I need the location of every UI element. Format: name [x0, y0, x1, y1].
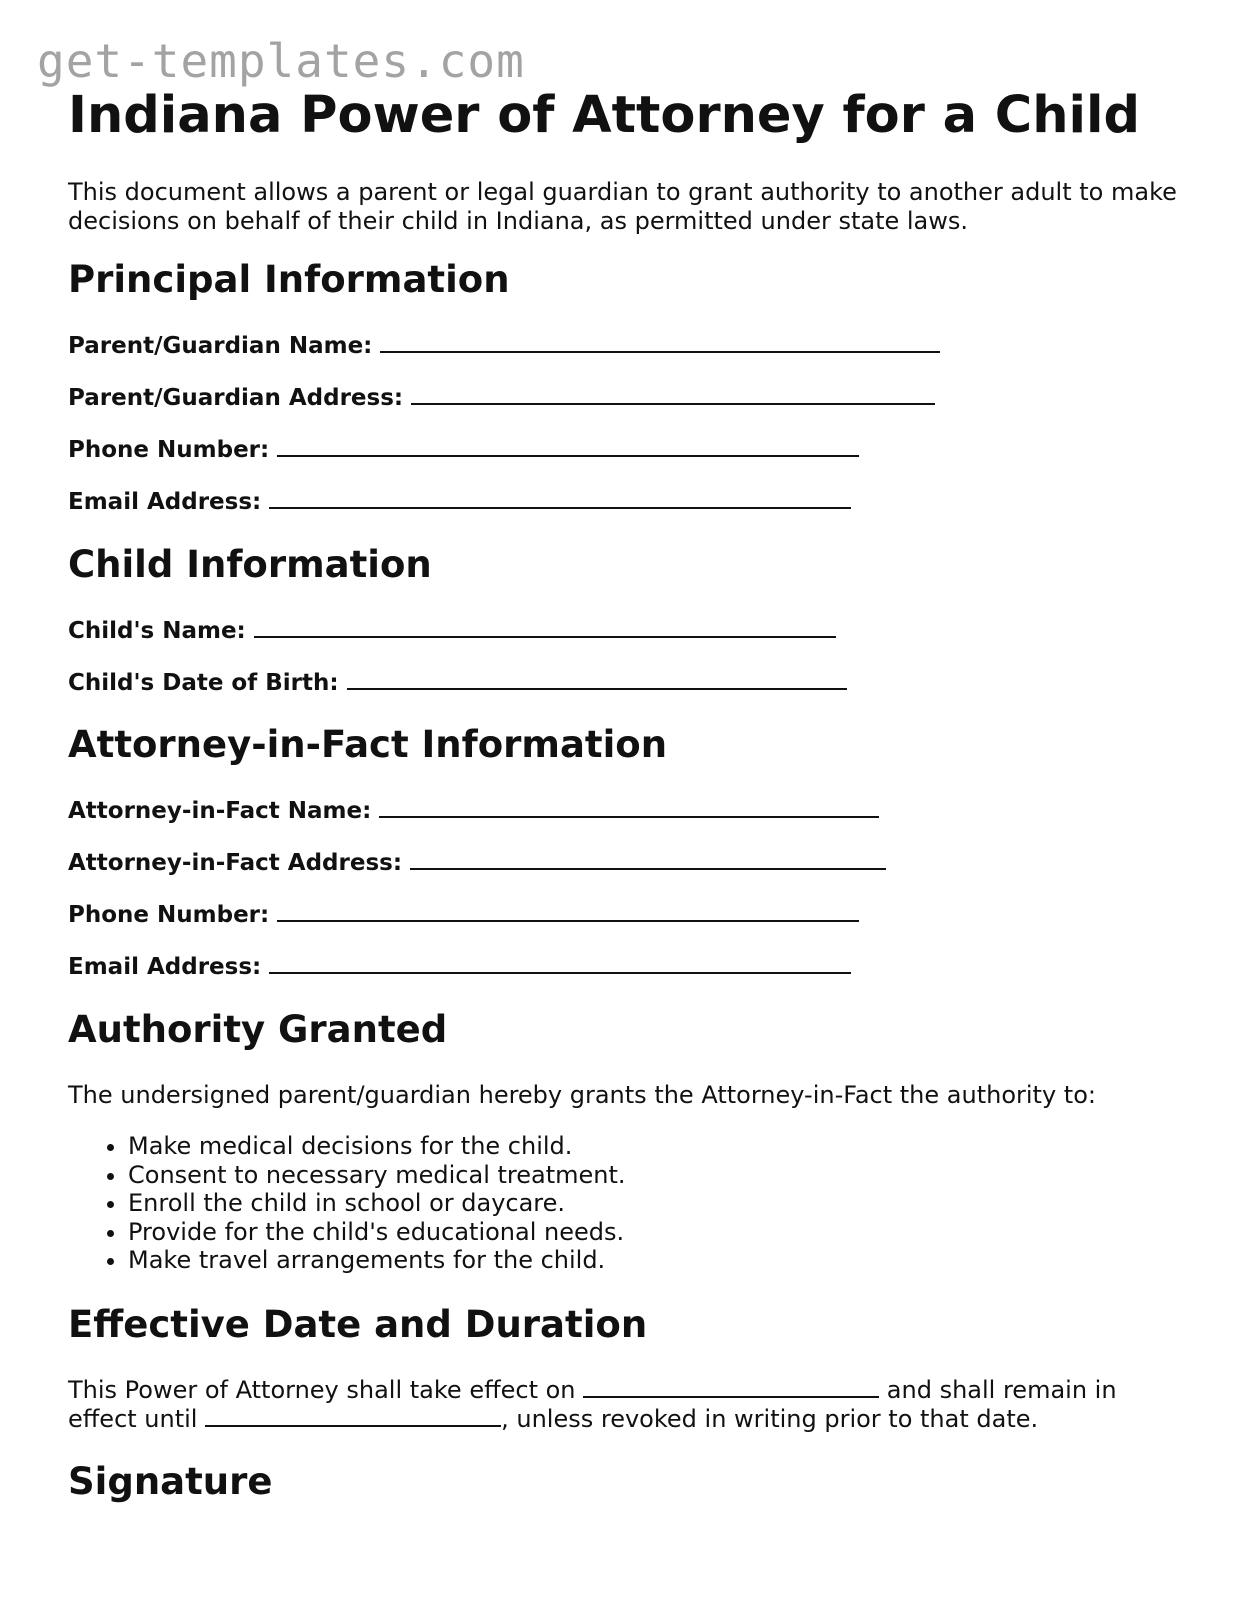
principal-heading: Principal Information	[68, 258, 510, 301]
effective-text-2: and shall remain in	[886, 1376, 1117, 1404]
parent-address-field[interactable]	[68, 383, 935, 413]
effective-text-1: This Power of Attorney shall take effect on	[68, 1376, 576, 1404]
effective-text-4: , unless revoked in writing prior to that date.	[501, 1405, 1039, 1433]
attorney-phone-label: Phone Number:	[68, 902, 270, 928]
attorney-email-line[interactable]	[269, 972, 851, 974]
child-dob-field[interactable]	[68, 668, 847, 698]
attorney-email-label: Email Address:	[68, 954, 262, 980]
parent-phone-line[interactable]	[277, 455, 859, 457]
attorney-phone-line[interactable]	[277, 920, 859, 922]
child-heading: Child Information	[68, 543, 432, 586]
attorney-heading: Attorney-in-Fact Information	[68, 723, 668, 766]
parent-email-line[interactable]	[269, 507, 851, 509]
intro-paragraph: This document allows a parent or legal guardian to grant authority to another adult to make decisions on behalf of their child in Indiana, as permitted under state laws.	[68, 178, 1177, 235]
child-name-field[interactable]	[68, 616, 836, 646]
child-dob-line[interactable]	[347, 688, 847, 690]
document-title: Indiana Power of Attorney for a Child	[68, 86, 1140, 145]
child-name-line[interactable]	[254, 636, 836, 638]
parent-address-line[interactable]	[411, 403, 935, 405]
attorney-name-line[interactable]	[379, 816, 879, 818]
signature-heading: Signature	[68, 1460, 273, 1503]
attorney-name-field[interactable]	[68, 796, 879, 826]
effective-heading: Effective Date and Duration	[68, 1303, 648, 1346]
authority-intro: The undersigned parent/guardian hereby grants the Attorney-in-Fact the authority to:	[68, 1081, 1096, 1109]
authority-list	[68, 1132, 626, 1275]
attorney-phone-field[interactable]	[68, 900, 859, 930]
authority-item: • Enroll the child in school or daycare.	[128, 1189, 626, 1218]
child-dob-label: Child's Date of Birth:	[68, 670, 339, 696]
parent-email-field[interactable]	[68, 487, 851, 517]
authority-item: • Provide for the child's educational needs.	[128, 1218, 626, 1247]
parent-name-field[interactable]	[68, 331, 940, 361]
attorney-name-label: Attorney-in-Fact Name:	[68, 798, 372, 824]
attorney-address-line[interactable]	[410, 868, 886, 870]
start-date-blank[interactable]	[583, 1396, 879, 1398]
watermark: get-templates.com	[37, 34, 525, 88]
effective-text-3: effect until	[68, 1405, 198, 1433]
parent-name-line[interactable]	[380, 351, 940, 353]
authority-item: • Consent to necessary medical treatment.	[128, 1161, 626, 1190]
parent-address-label: Parent/Guardian Address:	[68, 385, 404, 411]
parent-phone-label: Phone Number:	[68, 437, 270, 463]
authority-heading: Authority Granted	[68, 1008, 448, 1051]
attorney-email-field[interactable]	[68, 952, 851, 982]
parent-phone-field[interactable]	[68, 435, 859, 465]
authority-item: • Make medical decisions for the child.	[128, 1132, 626, 1161]
attorney-address-field[interactable]	[68, 848, 886, 878]
child-name-label: Child's Name:	[68, 618, 246, 644]
parent-name-label: Parent/Guardian Name:	[68, 333, 373, 359]
attorney-address-label: Attorney-in-Fact Address:	[68, 850, 403, 876]
parent-email-label: Email Address:	[68, 489, 262, 515]
effective-paragraph	[68, 1376, 1117, 1434]
end-date-blank[interactable]	[205, 1425, 501, 1427]
authority-item: • Make travel arrangements for the child.	[128, 1246, 626, 1275]
